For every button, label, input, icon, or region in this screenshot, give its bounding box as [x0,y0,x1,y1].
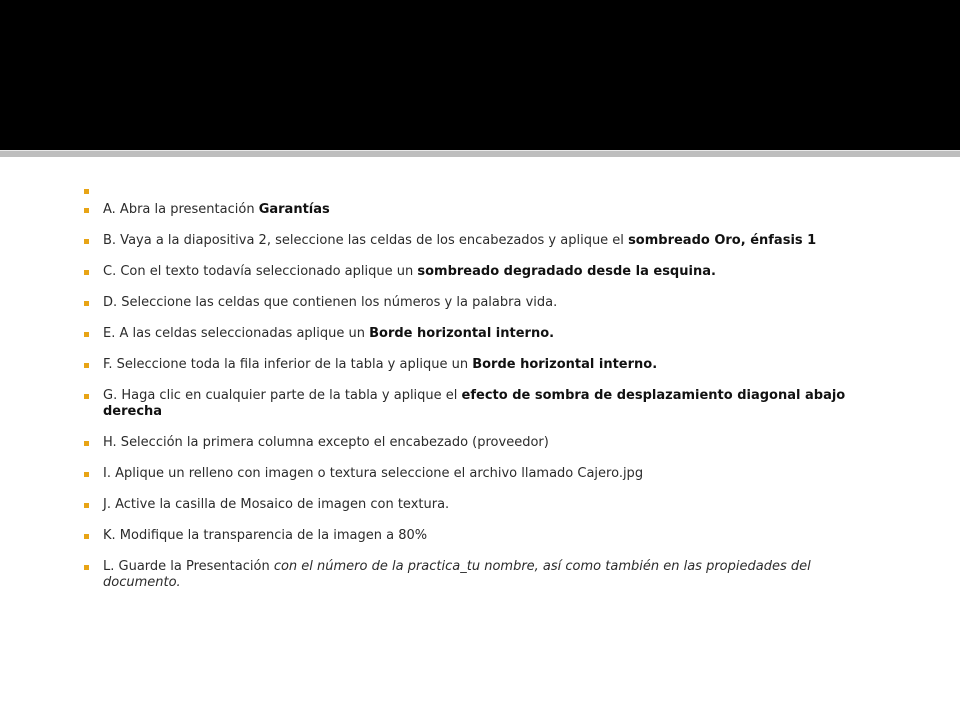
bullet-icon [84,503,89,508]
title-band [0,0,960,150]
list-item-text [103,264,716,279]
bullet-icon [84,441,89,446]
bullet-icon [84,239,89,244]
list-item-text [103,528,427,543]
list-item-text [103,202,330,217]
text-run: B. Vaya a la diapositiva 2, seleccione las celdas de los encabezados y aplique el [103,233,629,248]
bullet-icon [84,472,89,477]
list-item [84,186,864,198]
list-item-text [103,357,657,372]
bullet-icon [84,565,89,570]
text-run: D. Seleccione las celdas que contienen los números y la palabra vida. [103,295,558,310]
list-item [84,264,864,280]
bullet-icon [84,270,89,275]
text-run: L. Guarde la Presentación [103,559,274,574]
bullet-icon [84,189,89,194]
bullet-icon [84,208,89,213]
list-item-text [103,388,845,419]
title-divider [0,150,960,157]
list-item-text [103,326,554,341]
list-item [84,233,864,249]
list-item [84,528,864,544]
bold-text: Borde horizontal interno. [472,357,658,372]
list-item [84,497,864,513]
bullet-icon [84,534,89,539]
text-run: H. Selección la primera columna excepto el encabezado (proveedor) [103,435,549,450]
list-item [84,326,864,342]
text-run: F. Seleccione toda la fila inferior de la tabla y aplique un [103,357,473,372]
list-item-text [103,435,549,450]
list-item-text [103,497,449,512]
text-run: K. Modifique la transparencia de la imagen a 80% [103,528,428,543]
list-item [84,559,864,591]
bullet-icon [84,394,89,399]
text-run: G. Haga clic en cualquier parte de la tabla y aplique el [103,388,462,403]
bullet-icon [84,332,89,337]
list-item [84,357,864,373]
list-item [84,388,864,420]
text-run: I. Aplique un relleno con imagen o textura seleccione el archivo llamado Cajero.jpg [103,466,644,481]
list-item [84,202,864,218]
list-item-text [103,559,811,590]
text-run: A. Abra la presentación [103,202,259,217]
bold-text: Borde horizontal interno. [369,326,555,341]
italic-text: con el número de la practica_tu nombre, así como también en las propiedades del documento. [103,559,811,590]
list-item [84,295,864,311]
bold-text: efecto de sombra de desplazamiento diagonal abajo derecha [103,388,846,419]
bullet-icon [84,363,89,368]
bold-text: sombreado Oro, énfasis 1 [628,233,817,248]
text-run: J. Active la casilla de Mosaico de imagen con textura. [103,497,450,512]
bold-text: sombreado degradado desde la esquina. [417,264,716,279]
list-item [84,466,864,482]
instruction-list [84,186,864,606]
text-run: C. Con el texto todavía seleccionado aplique un [103,264,418,279]
text-run: E. A las celdas seleccionadas aplique un [103,326,370,341]
list-item-text [103,233,816,248]
list-item-text [103,295,557,310]
bullet-icon [84,301,89,306]
bold-text: Garantías [258,202,330,217]
list-item-text [103,466,643,481]
list-item [84,435,864,451]
